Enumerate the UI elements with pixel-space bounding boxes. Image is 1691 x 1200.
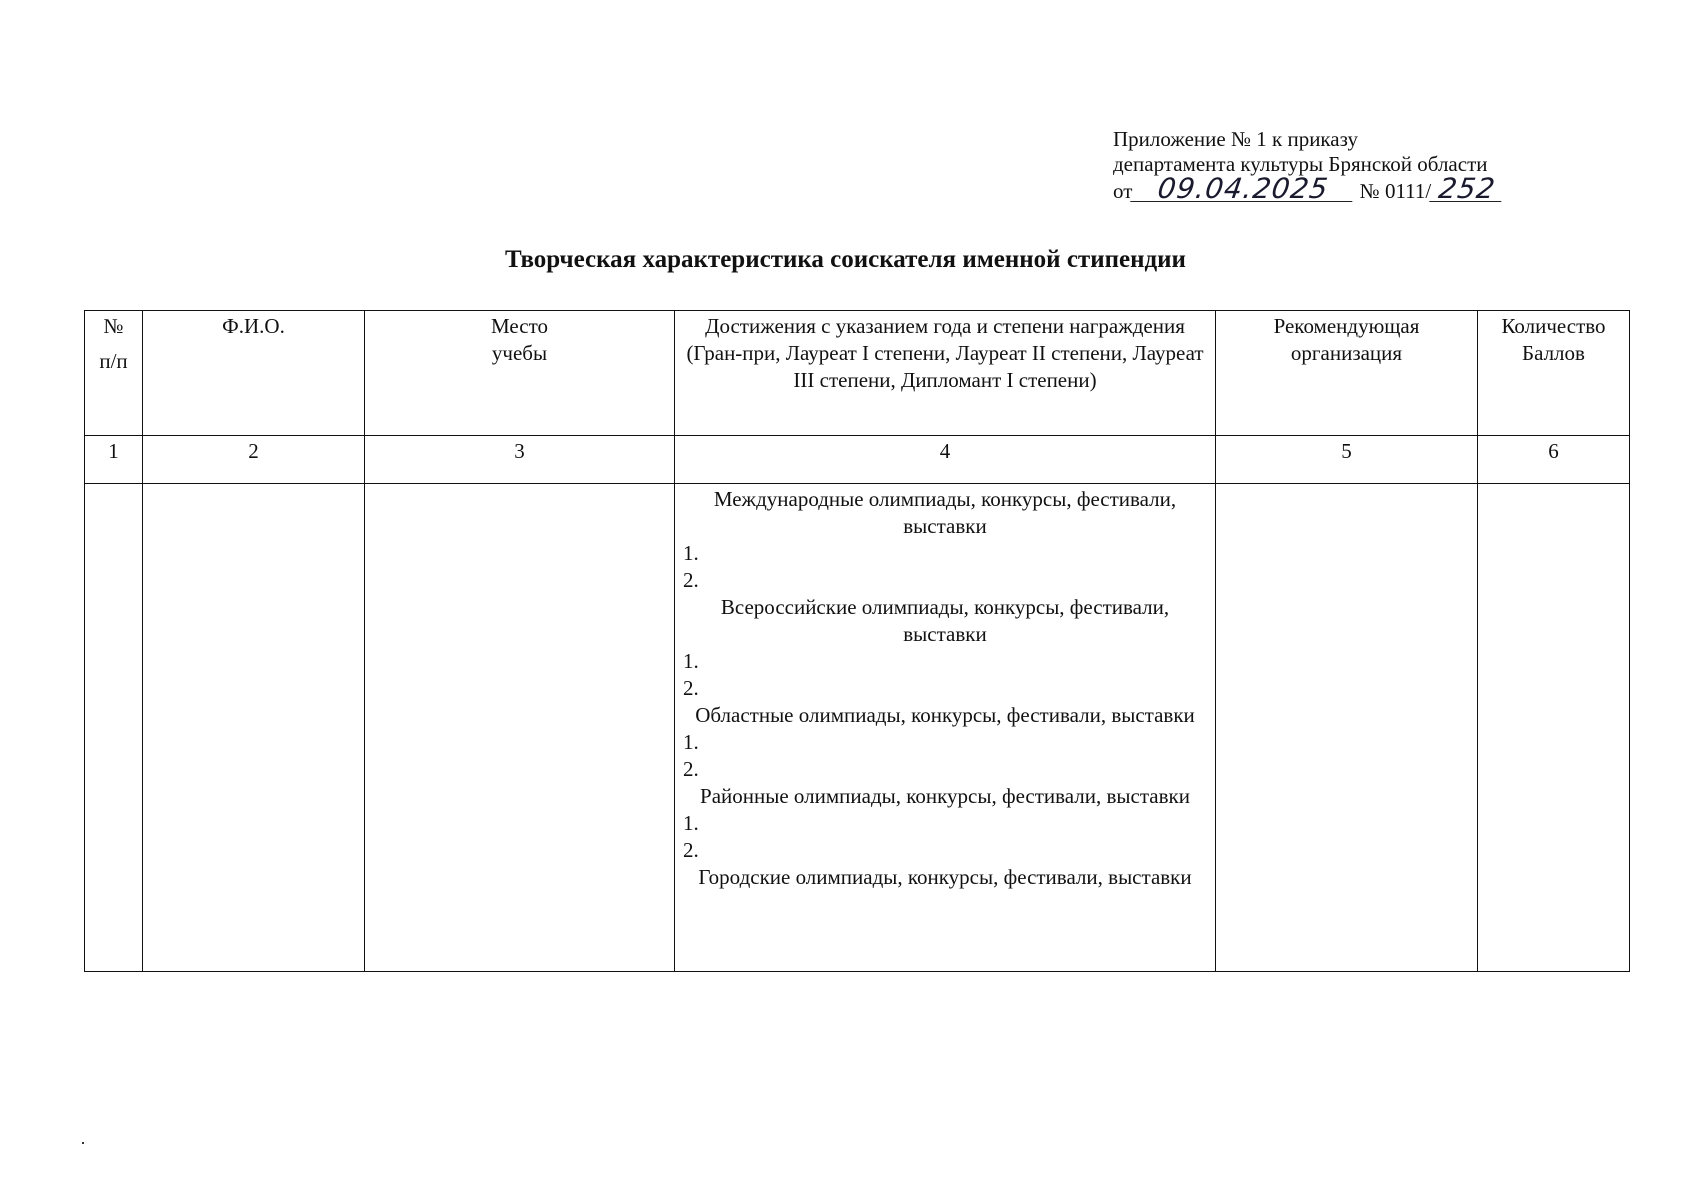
column-number: 4 [675, 436, 1216, 484]
achievement-category: Областные олимпиады, конкурсы, фестивали, выставки [695, 703, 1195, 727]
achievement-item: 1. [683, 649, 699, 673]
scan-speck [82, 1142, 84, 1144]
column-number-row [85, 436, 1630, 484]
achievement-category: Городские олимпиады, конкурсы, фестивали, выставки [698, 865, 1192, 889]
column-number: 1 [85, 436, 143, 484]
column-number: 6 [1478, 436, 1630, 484]
page-title: Творческая характеристика соискателя именной стипендии [505, 246, 1186, 273]
cell-organization[interactable] [1216, 484, 1478, 972]
handwritten-date: 09.04.2025 [1131, 177, 1357, 202]
appendix-line-2: департамента культуры Брянской области [1113, 152, 1488, 176]
achievement-section-district [683, 783, 1207, 864]
achievement-item: 2. [683, 838, 699, 862]
header-cell-fio: Ф.И.О. [143, 311, 365, 436]
order-number-label: № 0111/ [1359, 179, 1432, 203]
handwritten-order-number: 252 [1429, 177, 1505, 202]
achievement-category: Международные олимпиады, конкурсы, фестивали, выставки [713, 487, 1177, 538]
header-cell-number [85, 311, 143, 436]
header-number-sign: № [103, 314, 124, 338]
achievement-section-all-russian [683, 594, 1207, 702]
appendix-line-3 [1113, 172, 1503, 205]
achievement-item: 1. [683, 730, 699, 754]
from-label: от [1113, 179, 1133, 203]
achievement-section-regional [683, 702, 1207, 783]
applicant-row [85, 484, 1630, 972]
scholarship-table [84, 310, 1630, 972]
header-cell-place [365, 311, 675, 436]
table-header-row [85, 311, 1630, 436]
column-number: 5 [1216, 436, 1478, 484]
header-number-pp: п/п [99, 349, 128, 373]
header-cell-achievements: Достижения с указанием года и степени награждения (Гран-при, Лауреат I степени, Лауреат II степени, Лауреат III степени, Дипломант I степени) [675, 311, 1216, 436]
achievement-section-city [683, 864, 1207, 891]
achievement-category: Районные олимпиады, конкурсы, фестивали, выставки [700, 784, 1190, 808]
achievement-item: 1. [683, 811, 699, 835]
column-number: 3 [365, 436, 675, 484]
achievement-category: Всероссийские олимпиады, конкурсы, фестивали, выставки [720, 595, 1170, 646]
cell-achievements[interactable] [675, 484, 1216, 972]
header-cell-points: Количество Баллов [1478, 311, 1630, 436]
cell-points[interactable] [1478, 484, 1630, 972]
cell-place[interactable] [365, 484, 675, 972]
achievement-item: 2. [683, 676, 699, 700]
achievement-item: 2. [683, 568, 699, 592]
header-cell-organization: Рекомендующая организация [1216, 311, 1478, 436]
header-place-line2: учебы [491, 341, 548, 365]
column-number: 2 [143, 436, 365, 484]
achievement-section-international [683, 486, 1207, 594]
achievement-item: 2. [683, 757, 699, 781]
header-place-line1: Место [491, 314, 548, 338]
appendix-line-1: Приложение № 1 к приказу [1113, 127, 1358, 151]
appendix-header [1113, 127, 1503, 204]
cell-fio[interactable] [143, 484, 365, 972]
achievement-item: 1. [683, 541, 699, 565]
cell-number[interactable] [85, 484, 143, 972]
